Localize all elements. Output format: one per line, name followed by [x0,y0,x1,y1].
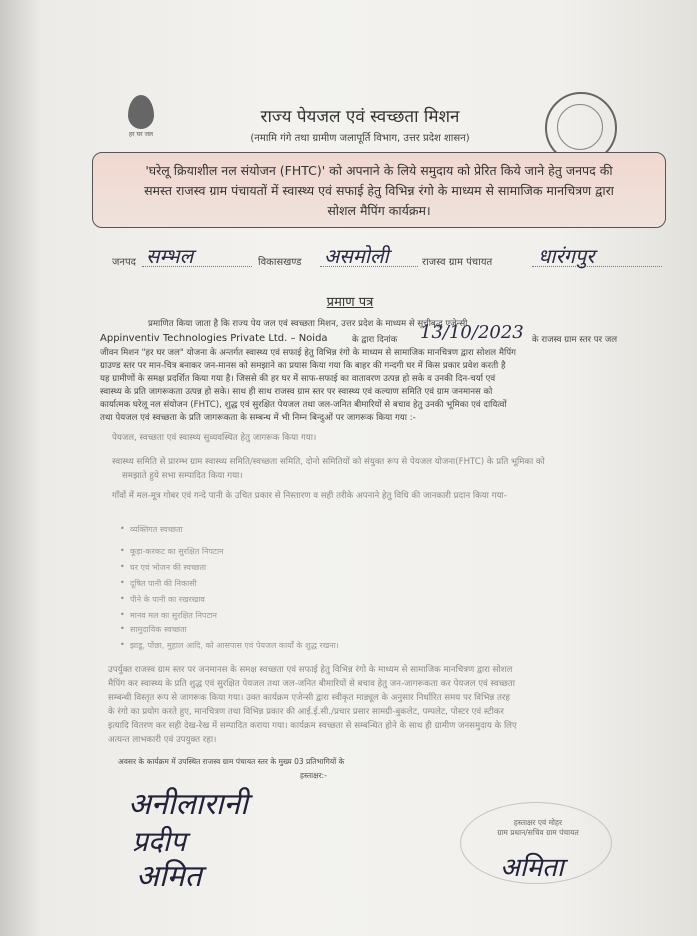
para1-line-3: जीवन मिशन "हर घर जल" योजना के अन्तर्गत स्वास्थ्य एवं सफाई हेतु विभिन्न रंगो के माध्यम से सामाजिक मानचित्रण द्वारा सोशल मैपिंग [100,348,516,358]
sub-point: • मानव मल का सुरक्षित निपटान [130,610,217,621]
sub-point: • पीने के पानी का रखरखाव [130,594,205,605]
banner-line-2: समस्त राजस्व ग्राम पंचायतों में स्वास्थ्य एवं सफाई हेतु विभिन्न रंगो के माध्यम से सामाजिक मानचित्रण द्वारा [144,183,614,198]
banner-line-3: सोशल मैपिंग कार्यक्रम। [327,203,431,218]
para2-line-3: सम्बन्धी विस्तृत रूप से जागरूक किया गया। उक्त कार्यक्रम एजेन्सी द्वारा स्वीकृत माड्यूल के अनुसार निर्धारित समय पर विभिन्न तरह [108,693,510,703]
stamp-text [478,818,598,838]
block-label: विकासखण्ड [258,257,302,268]
date-value: 13/10/2023 [420,322,524,343]
date-label: के द्वारा दिनांक [352,335,398,345]
location-fields [112,242,672,272]
logo-caption: हर घर जल [129,131,153,138]
sub-point: • घर एवं भोजन की स्वच्छता [130,562,206,573]
banner-line-1: 'घरेलू क्रियाशील नल संयोजन (FHTC)' को अपनाने के लिये समुदाय को प्रेरित किये जाने हेतु जनपद की [145,163,613,178]
program-banner [92,152,666,228]
witness-sign-label: हस्ताक्षर:- [300,771,327,780]
para2-line-4: के रंगो का प्रयोग करते हुए, मानचित्रण तथा विभिन्न प्रकार की आई.ई.सी./प्रचार प्रसार सामग्री-बुकलेट, पम्पलेट, पोस्टर एवं स्टीकर [108,707,504,717]
signature-1: अनीलारानी [128,787,248,822]
signature-2: प्रदीप [132,825,186,858]
agency-name: Appinventiv Technologies Private Ltd. – Noida [100,333,328,344]
witness-note: अवसर के कार्यक्रम में उपस्थित राजस्व ग्राम पंचायत स्तर के मुख्य 03 प्रतिभागियों के [118,757,345,766]
district-value: सम्भल [146,244,194,268]
stamp-line-2: ग्राम प्रधान/सचिव ग्राम पंचायत [497,828,579,837]
para2-line-5: इत्यादि वितरण कर सही देख-रेख में सम्पादित कराया गया। कार्यक्रम स्वच्छता से सम्बन्धित होने के साथ ही ग्रामीण जनसमुदाय के लिए [108,721,517,731]
certificate-title: प्रमाण पत्र [326,295,374,310]
signature-3: अमित [136,859,202,894]
para2-line-1: उपर्युक्त राजस्व ग्राम स्तर पर जनमानस के समक्ष स्वच्छता एवं सफाई हेतु विभिन्न रंगो के माध्यम से सामाजिक मानचित्रण द्वारा सोशल [108,665,513,675]
para2-line-2: मैपिंग कर स्वास्थ्य के प्रति शुद्ध एवं सुरक्षित पेयजल तथा जल-जनित बीमारियों से बचाव हेतु जन-जागरूकता कर पेयजल एवं स्वच्छता [108,679,515,689]
har-ghar-jal-logo [110,95,172,138]
para1-line-8: तथा पेयजल एवं स्वच्छता के प्रति जागरूकता के सम्बन्ध में भी निम्न बिन्दुओं पर जागरूक किया गया :- [100,413,416,423]
para1-line-4: ग्राउण्ड स्तर पर मान-चित्र बनाकर जन-मानस को समझाने का प्रयास किया गया कि बाहर की गन्दगी घर में किस प्रकार प्रवेश करती है [100,361,506,371]
panchayat-value: धारंगपुर [538,244,595,268]
para2-line-6: अत्यन्त लाभकारी एवं उपयुक्त रहा। [108,735,217,745]
sub-point: • दूषित पानी की निकासी [130,578,197,589]
para1-line-2: के राजस्व ग्राम स्तर पर जल [532,335,618,345]
point-2: स्वास्थ्य समिति से प्रारम्भ ग्राम स्वास्थ्य समिति/स्वच्छता समिति, दोनो समितियों को संयुक्त रूप से पेयजल योजना(FHTC) के प्रति भूमिका को [112,457,545,467]
signature-4: अमिता [500,853,564,883]
sub-point: • व्यक्तिगत स्वच्छता [130,524,183,535]
panchayat-label: राजस्व ग्राम पंचायत [422,257,493,268]
sub-point: • कूड़ा-करकट का सुरक्षित निपटान [130,546,223,557]
page-title: राज्य पेयजल एवं स्वच्छता मिशन [260,107,460,127]
page-subtitle: (नमामि गंगे तथा ग्रामीण जलापूर्ति विभाग, उत्तर प्रदेश शासन) [250,133,470,144]
point-3: गाँवों में मल-मूत्र गोबर एवं गन्दे पानी के उचित प्रकार से निस्तारण व सही तरीके अपनाने हेतु विधि की जानकारी प्रदान किया गया- [112,491,507,501]
point-1: पेयजल, स्वच्छता एवं स्वास्थ्य सुव्यवस्थित हेतु जागरूक किया गया। [112,433,317,443]
banner-text [111,161,647,221]
para1-line-7: कार्यात्मक घरेलू नल संयोजन (FHTC), शुद्ध एवं सुरक्षित पेयजल तथा जल-जनित बीमारियों से बचाव हेतु उनकी भूमिका एवं दायित्वों [100,400,507,410]
sub-point: • सामुदायिक स्वच्छता [130,624,187,635]
stamp-line-1: हस्ताक्षर एवं मोहर [513,818,563,827]
water-drop-icon [128,95,154,129]
point-2-cont: समझाते हुये सभा सम्पादित किया गया। [122,471,243,481]
sub-point: • झाडू, पोंछा, मुहाल आदि, को आसपास एवं पेयजल कार्यों के शुद्ध रखना। [130,640,339,651]
para1-line-5: यह ग्रामीणों के समक्ष प्रदर्शित किया गया है। जिससे की हर घर में साफ-सफाई का वातावरण उत्पन्न हो सके व उनकी दिन-चर्या एवं [100,374,496,384]
para1-line-6: स्वास्थ्य के प्रति जागरूकता उत्पन्न हो सके। साथ ही साथ राजस्व ग्राम स्तर पर स्वास्थ्य एवं कल्याण समिति एवं ग्राम जनमानस को [100,387,493,397]
para1-line-1: प्रमाणित किया जाता है कि राज्य पेय जल एवं स्वच्छता मिशन, उत्तर प्रदेश के माध्यम से सूचीबद्ध एजेन्सी [148,319,468,329]
block-value: असमोली [324,244,389,268]
district-label: जनपद [112,257,136,268]
